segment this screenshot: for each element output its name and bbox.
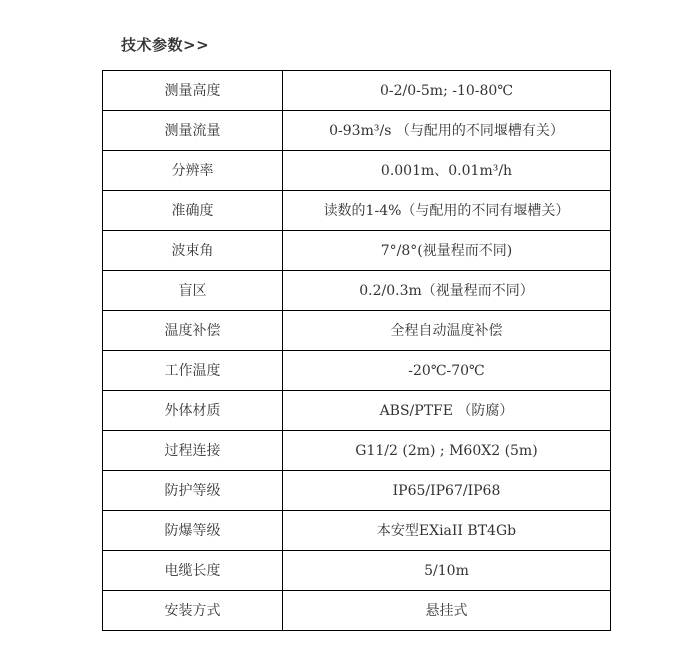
param-name-cell: 准确度 — [103, 191, 283, 231]
param-value-cell: 全程自动温度补偿 — [283, 311, 611, 351]
param-name-cell: 安装方式 — [103, 591, 283, 631]
param-value-cell: 悬挂式 — [283, 591, 611, 631]
param-name-cell: 测量流量 — [103, 111, 283, 151]
table-row — [103, 551, 611, 591]
param-name-cell: 防护等级 — [103, 471, 283, 511]
param-name-cell: 分辨率 — [103, 151, 283, 191]
param-name-cell: 过程连接 — [103, 431, 283, 471]
table-row — [103, 111, 611, 151]
spec-table — [102, 70, 611, 631]
table-row — [103, 151, 611, 191]
table-row — [103, 71, 611, 111]
param-name-cell: 防爆等级 — [103, 511, 283, 551]
spec-table-body — [103, 71, 611, 631]
param-value-cell: 0.2/0.3m（视量程而不同） — [283, 271, 611, 311]
param-value-cell: 0-93m³/s （与配用的不同堰槽有关） — [283, 111, 611, 151]
param-name-cell: 电缆长度 — [103, 551, 283, 591]
param-name-cell: 盲区 — [103, 271, 283, 311]
param-value-cell: 本安型EXiaII BT4Gb — [283, 511, 611, 551]
table-row — [103, 511, 611, 551]
table-row — [103, 191, 611, 231]
param-value-cell: -20℃-70℃ — [283, 351, 611, 391]
table-row — [103, 311, 611, 351]
param-value-cell: ABS/PTFE （防腐） — [283, 391, 611, 431]
param-value-cell: 0-2/0-5m; -10-80℃ — [283, 71, 611, 111]
table-row — [103, 471, 611, 511]
param-name-cell: 测量高度 — [103, 71, 283, 111]
table-row — [103, 231, 611, 271]
param-value-cell: IP65/IP67/IP68 — [283, 471, 611, 511]
param-value-cell: 0.001m、0.01m³/h — [283, 151, 611, 191]
param-value-cell: 读数的1-4%（与配用的不同有堰槽关） — [283, 191, 611, 231]
param-name-cell: 外体材质 — [103, 391, 283, 431]
table-row — [103, 271, 611, 311]
param-value-cell: 5/10m — [283, 551, 611, 591]
table-row — [103, 391, 611, 431]
table-row — [103, 591, 611, 631]
param-value-cell: 7°/8°(视量程而不同) — [283, 231, 611, 271]
param-value-cell: G11/2 (2m) ; M60X2 (5m) — [283, 431, 611, 471]
table-row — [103, 351, 611, 391]
param-name-cell: 工作温度 — [103, 351, 283, 391]
param-name-cell: 温度补偿 — [103, 311, 283, 351]
table-row — [103, 431, 611, 471]
section-title: 技术参数>> — [121, 36, 210, 54]
param-name-cell: 波束角 — [103, 231, 283, 271]
